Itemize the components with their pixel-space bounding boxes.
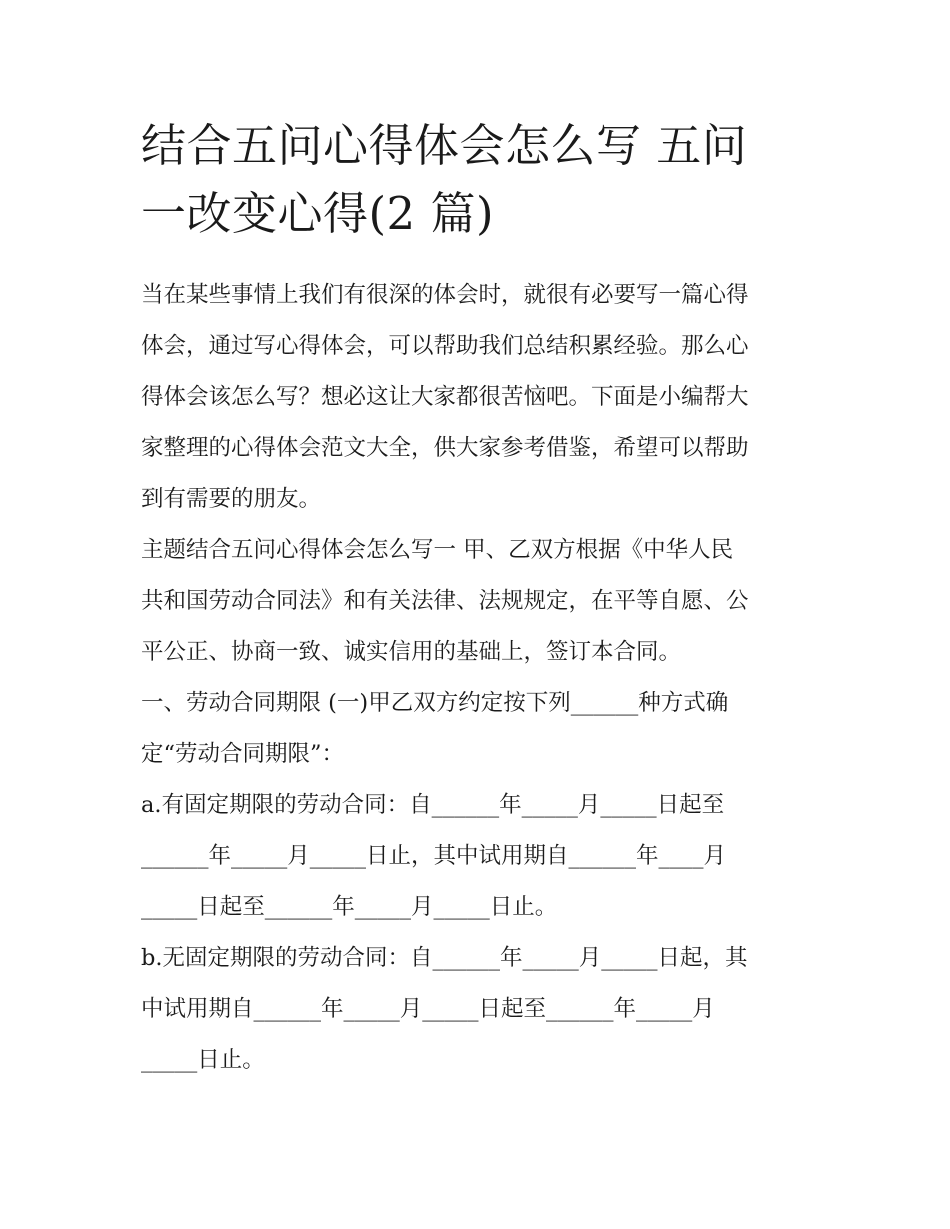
body-line: 定“劳动合同期限”：: [141, 741, 345, 767]
body-line: 平公正、协商一致、诚实信用的基础上，签订本合同。: [141, 639, 682, 665]
body-line: 到有需要的朋友。: [141, 486, 322, 512]
body-line: _____日起至______年_____月_____日止。: [141, 894, 558, 920]
body-line: 体会，通过写心得体会，可以帮助我们总结积累经验。那么心: [141, 333, 749, 359]
body-line: 中试用期自______年_____月_____日起至______年_____月: [141, 996, 715, 1022]
title-line-2: 一改变心得(2 篇): [141, 187, 495, 240]
body-line: 家整理的心得体会范文大全，供大家参考借鉴，希望可以帮助: [141, 435, 749, 461]
body-line: b.无固定期限的劳动合同：自______年_____月_____日起，其: [141, 945, 748, 971]
body-line: 当在某些事情上我们有很深的体会时，就很有必要写一篇心得: [141, 282, 749, 308]
body-line: a.有固定期限的劳动合同：自______年_____月_____日起至: [141, 792, 725, 818]
title-line-1: 结合五问心得体会怎么写 五问: [141, 119, 748, 172]
body-line: 得体会该怎么写？想必这让大家都很苦恼吧。下面是小编帮大: [141, 384, 749, 410]
document-body: [141, 270, 821, 1086]
body-line: 共和国劳动合同法》和有关法律、法规规定，在平等自愿、公: [141, 588, 749, 614]
body-line: 一、劳动合同期限 (一)甲乙双方约定按下列______种方式确: [141, 690, 729, 716]
body-line: ______年_____月_____日止，其中试用期自______年____月: [141, 843, 727, 869]
document-title: [141, 112, 821, 248]
body-line: 主题结合五问心得体会怎么写一 甲、乙双方根据《中华人民: [141, 537, 734, 563]
document-page: [141, 112, 821, 1086]
body-line: _____日止。: [141, 1047, 265, 1073]
